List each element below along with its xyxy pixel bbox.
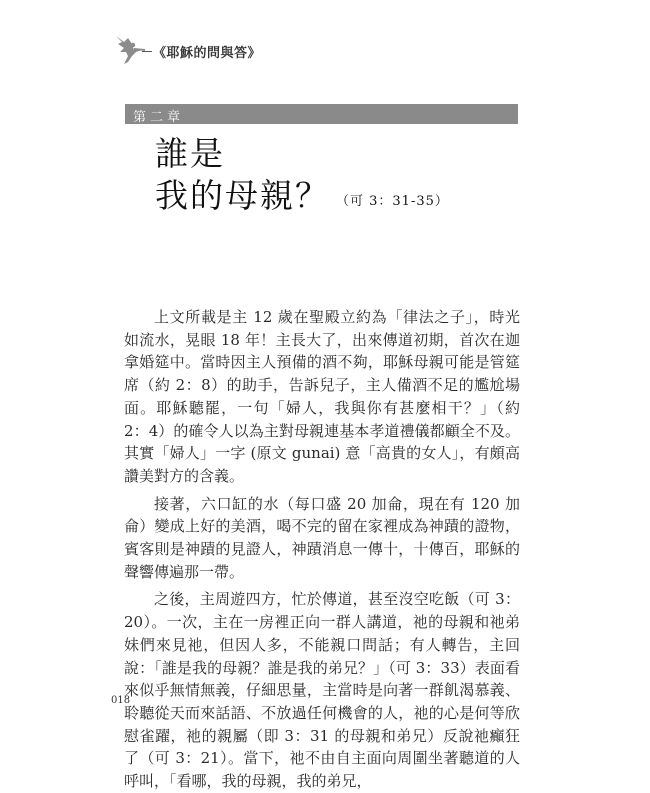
scripture-reference: （可 3：31-35） (336, 194, 449, 209)
chapter-title-line1: 誰是 (155, 134, 225, 173)
paragraph: 上文所載是主 12 歲在聖殿立約為「律法之子」，時光如流水，晃眼 18 年！主長大了，出來傳道初期，首次在迦拿婚筵中。當時因主人預備的酒不夠，耶穌母親可能是管筵席（約 2：8）的助手，告訴兒子，主人備酒不足的尷尬場面。耶穌聽罷，一句「婦人，我與你有甚麼相干？」（約 2：4）的確令人以為主對母親連基本孝道禮儀都顧全不及。其實「婦人」一字 (原文 gunai) 意「高貴的女人」，有頗高讚美對方的含義。 (124, 308, 520, 485)
chapter-title-line2 (155, 176, 449, 222)
paragraph: 之後，主周遊四方，忙於傳道，甚至沒空吃飯（可 3：20）。一次，主在一房裡正向一群人講道，祂的母親和祂弟妹們來見祂，但因人多，不能親口問話；有人轉告，主回說：「誰是我的母親？誰是我的弟兄？」（可 3：33）表面看來似乎無情無義，仔細思量，主當時是向著一群飢渴慕義、聆聽從天而來話語、不放過任何機會的人，祂的心是何等欣慰雀躍，祂的親屬（即 3：31 的母親和弟兄）反說祂癲狂了（可 3：21）。當下，祂不由自主面向周圍坐著聽道的人呼叫，「看哪，我的母親，我的弟兄， (124, 590, 520, 791)
header-rule (142, 51, 152, 52)
chapter-banner (125, 104, 518, 124)
running-header (112, 30, 261, 70)
body-text (124, 306, 520, 793)
page-number: 018 (111, 695, 131, 706)
book-title: 《耶穌的問與答》 (153, 45, 262, 61)
chapter-label: 第二章 (133, 110, 185, 125)
chapter-title-text: 我的母親？ (155, 176, 330, 215)
angel-trumpet-icon (112, 30, 146, 70)
paragraph: 接著，六口缸的水（每口盛 20 加侖，現在有 120 加侖）變成上好的美酒，喝不完的留在家裡成為神蹟的證物，賓客則是神蹟的見證人，神蹟消息一傳十，十傳百，耶穌的聲響傳遍那一帶。 (124, 494, 520, 581)
